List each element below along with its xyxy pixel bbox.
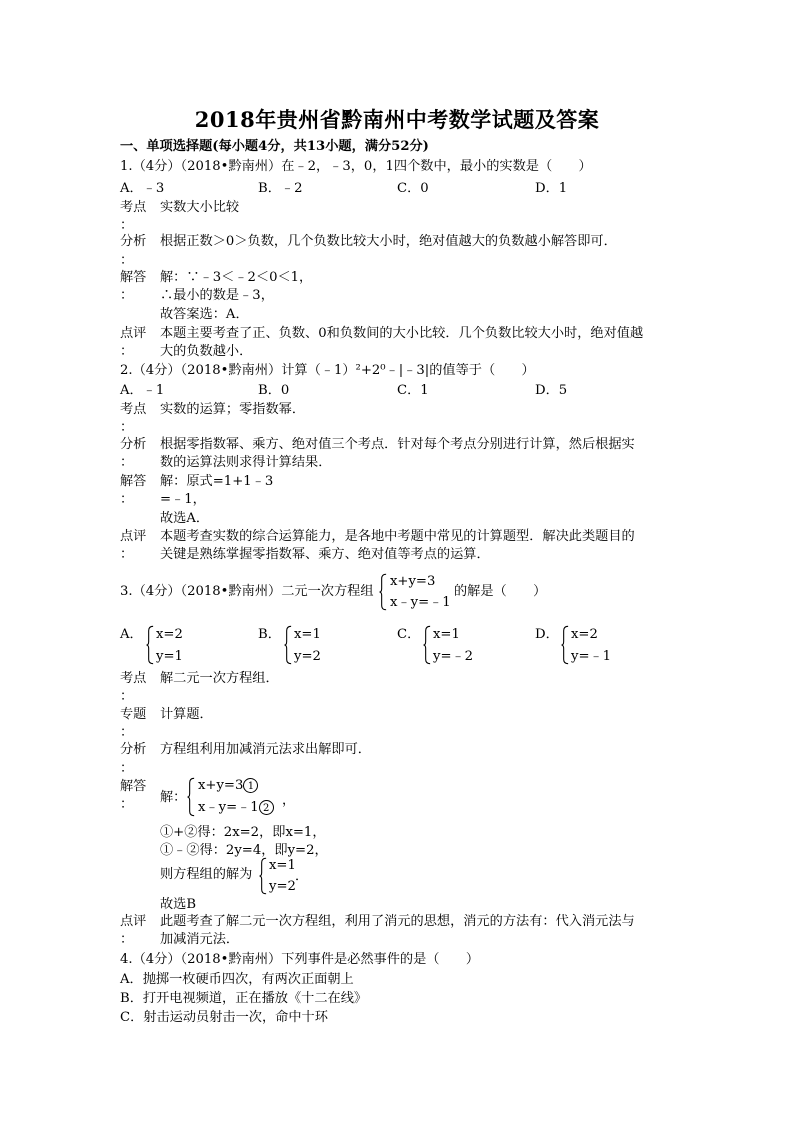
q3-option-c-eq2: y=﹣2 — [433, 649, 474, 664]
q3-dianping-label: 点评 — [120, 914, 147, 929]
q2-stem: 2.（4分）（2018•黔南州）计算（﹣1）²+2⁰﹣|﹣3|的值等于（ ） — [120, 363, 535, 378]
label-colon: ： — [120, 218, 134, 233]
left-brace-icon — [187, 775, 195, 819]
label-colon: ： — [120, 725, 134, 740]
q3-jieda-sys-suffix: ， — [282, 793, 296, 808]
q3-option-d-eq1: x=2 — [571, 627, 598, 642]
q3-jieda-eq2 — [198, 799, 274, 817]
q1-option-b: B．﹣2 — [258, 181, 303, 196]
q3-dianping-line: 加减消元法． — [160, 932, 240, 947]
q3-zhuanti: 计算题． — [160, 707, 213, 722]
q3-choose: 故选B — [160, 897, 197, 912]
q3-result-prefix: 则方程组的解为 — [160, 867, 253, 882]
q2-jieda-line: 解：原式=1+1﹣3 — [160, 474, 274, 489]
q3-kaodian-label: 考点 — [120, 671, 147, 686]
left-brace-icon — [146, 623, 154, 667]
q3-option-b-eq1: x=1 — [294, 627, 321, 642]
q1-jieda-line: 故答案选：A． — [160, 307, 249, 322]
label-colon: ： — [120, 932, 134, 947]
label-colon: ： — [120, 420, 134, 435]
q2-dianping-line: 关键是熟练掌握零指数幂、乘方、绝对值等考点的运算． — [160, 547, 490, 562]
q3-stem-prefix: 3.（4分）（2018•黔南州）二元一次方程组 — [120, 584, 374, 599]
q1-dianping-label: 点评 — [120, 326, 147, 341]
label-colon: ： — [120, 253, 134, 268]
q3-kaodian: 解二元一次方程组． — [160, 671, 279, 686]
q2-kaodian-label: 考点 — [120, 402, 147, 417]
q4-stem: 4.（4分）（2018•黔南州）下列事件是必然事件的是（ ） — [120, 952, 480, 967]
left-brace-icon — [423, 623, 431, 667]
left-brace-icon — [284, 623, 292, 667]
q3-option-a-letter: A． — [120, 627, 143, 642]
label-colon: ： — [120, 455, 134, 470]
q3-dianping-line: 此题考查了解二元一次方程组，利用了消元的思想，消元的方法有：代入消元法与 — [160, 914, 635, 929]
label-colon: ： — [120, 288, 134, 303]
label-colon: ： — [120, 492, 134, 507]
q3-jieda-eq2-text: x﹣y=﹣1 — [198, 800, 259, 815]
q1-dianping-line: 本题主要考查了正、负数、0和负数间的大小比较．几个负数比较大小时，绝对值越 — [160, 326, 644, 341]
left-brace-icon — [561, 623, 569, 667]
q3-fenxi: 方程组利用加减消元法求出解即可． — [160, 742, 371, 757]
q2-kaodian: 实数的运算；零指数幂． — [160, 402, 306, 417]
q3-jieda-prefix: 解： — [160, 790, 187, 805]
label-colon: ： — [120, 761, 134, 776]
q3-step2: ①﹣②得：2y=4，即y=2， — [160, 843, 328, 858]
q3-option-d-eq2: y=﹣1 — [571, 649, 612, 664]
q3-jieda-label: 解答 — [120, 779, 147, 794]
q3-step1: ①+②得：2x=2，即x=1， — [160, 825, 326, 840]
q2-option-c: C．1 — [397, 383, 429, 398]
q3-option-c-eq1: x=1 — [433, 627, 460, 642]
q3-zhuanti-label: 专题 — [120, 707, 147, 722]
q3-stem-eq1: x+y=3 — [390, 574, 436, 589]
q3-result-eq1: x=1 — [269, 858, 296, 873]
q3-result-eq2: y=2 — [269, 879, 296, 894]
q1-jieda-line: ∴最小的数是﹣3， — [160, 288, 274, 303]
q2-jieda-label: 解答 — [120, 474, 147, 489]
left-brace-icon — [379, 571, 387, 613]
q3-option-a-eq1: x=2 — [156, 627, 183, 642]
left-brace-icon — [259, 855, 267, 897]
label-colon: ： — [120, 797, 134, 812]
label-colon: ： — [120, 689, 134, 704]
q2-dianping-line: 本题考查实数的综合运算能力，是各地中考题中常见的计算题型．解决此类题目的 — [160, 529, 635, 544]
q3-option-b-letter: B． — [258, 627, 281, 642]
q1-option-d: D．1 — [535, 181, 568, 196]
q3-option-d-letter: D． — [535, 627, 559, 642]
q4-option-a: A．抛掷一枚硬币四次，有两次正面朝上 — [120, 972, 354, 987]
q2-fenxi-line: 根据零指数幂、乘方、绝对值三个考点．针对每个考点分别进行计算，然后根据实 — [160, 437, 635, 452]
q2-option-d: D．5 — [535, 383, 568, 398]
q2-fenxi-label: 分析 — [120, 437, 147, 452]
q3-result-suffix: ． — [295, 869, 309, 884]
q1-fenxi-label: 分析 — [120, 234, 147, 249]
q2-fenxi-line: 数的运算法则求得计算结果． — [160, 455, 332, 470]
page-title: 2018年贵州省黔南州中考数学试题及答案 — [194, 107, 600, 132]
q1-stem: 1.（4分）（2018•黔南州）在﹣2，﹣3，0，1四个数中，最小的实数是（ ） — [120, 159, 592, 174]
section-heading: 一、单项选择题(每小题4分，共13小题，满分52分) — [120, 139, 429, 154]
q3-option-c-letter: C． — [397, 627, 421, 642]
label-colon: ： — [120, 344, 134, 359]
q3-stem-suffix: 的解是（ ） — [454, 584, 547, 599]
label-colon: ： — [120, 547, 134, 562]
q3-fenxi-label: 分析 — [120, 742, 147, 757]
q2-dianping-label: 点评 — [120, 529, 147, 544]
q3-stem-eq2: x﹣y=﹣1 — [390, 595, 451, 610]
q1-option-a: A．﹣3 — [120, 181, 165, 196]
q2-option-b: B．0 — [258, 383, 290, 398]
q1-kaodian-label: 考点 — [120, 200, 147, 215]
q1-jieda-label: 解答 — [120, 270, 147, 285]
q1-jieda-line: 解：∵﹣3＜﹣2＜0＜1， — [160, 270, 313, 285]
q1-fenxi: 根据正数＞0＞负数，几个负数比较大小时，绝对值越大的负数越小解答即可． — [160, 234, 617, 249]
circled-two-icon: 2 — [259, 800, 274, 815]
q1-kaodian: 实数大小比较 — [160, 200, 240, 215]
q1-dianping-line: 大的负数越小． — [160, 344, 253, 359]
q4-option-c: C．射击运动员射击一次，命中十环 — [120, 1010, 328, 1025]
circled-one-icon: 1 — [243, 778, 258, 793]
q4-option-b: B．打开电视频道，正在播放《十二在线》 — [120, 991, 368, 1006]
q3-option-b-eq2: y=2 — [294, 649, 321, 664]
q1-option-c: C．0 — [397, 181, 429, 196]
q2-jieda-line: =﹣1， — [160, 492, 206, 507]
q3-jieda-eq1-text: x+y=3 — [198, 778, 244, 793]
q3-jieda-eq1 — [198, 777, 258, 795]
q3-option-a-eq2: y=1 — [156, 649, 183, 664]
q2-option-a: A．﹣1 — [120, 383, 165, 398]
q2-jieda-line: 故选A． — [160, 511, 210, 526]
